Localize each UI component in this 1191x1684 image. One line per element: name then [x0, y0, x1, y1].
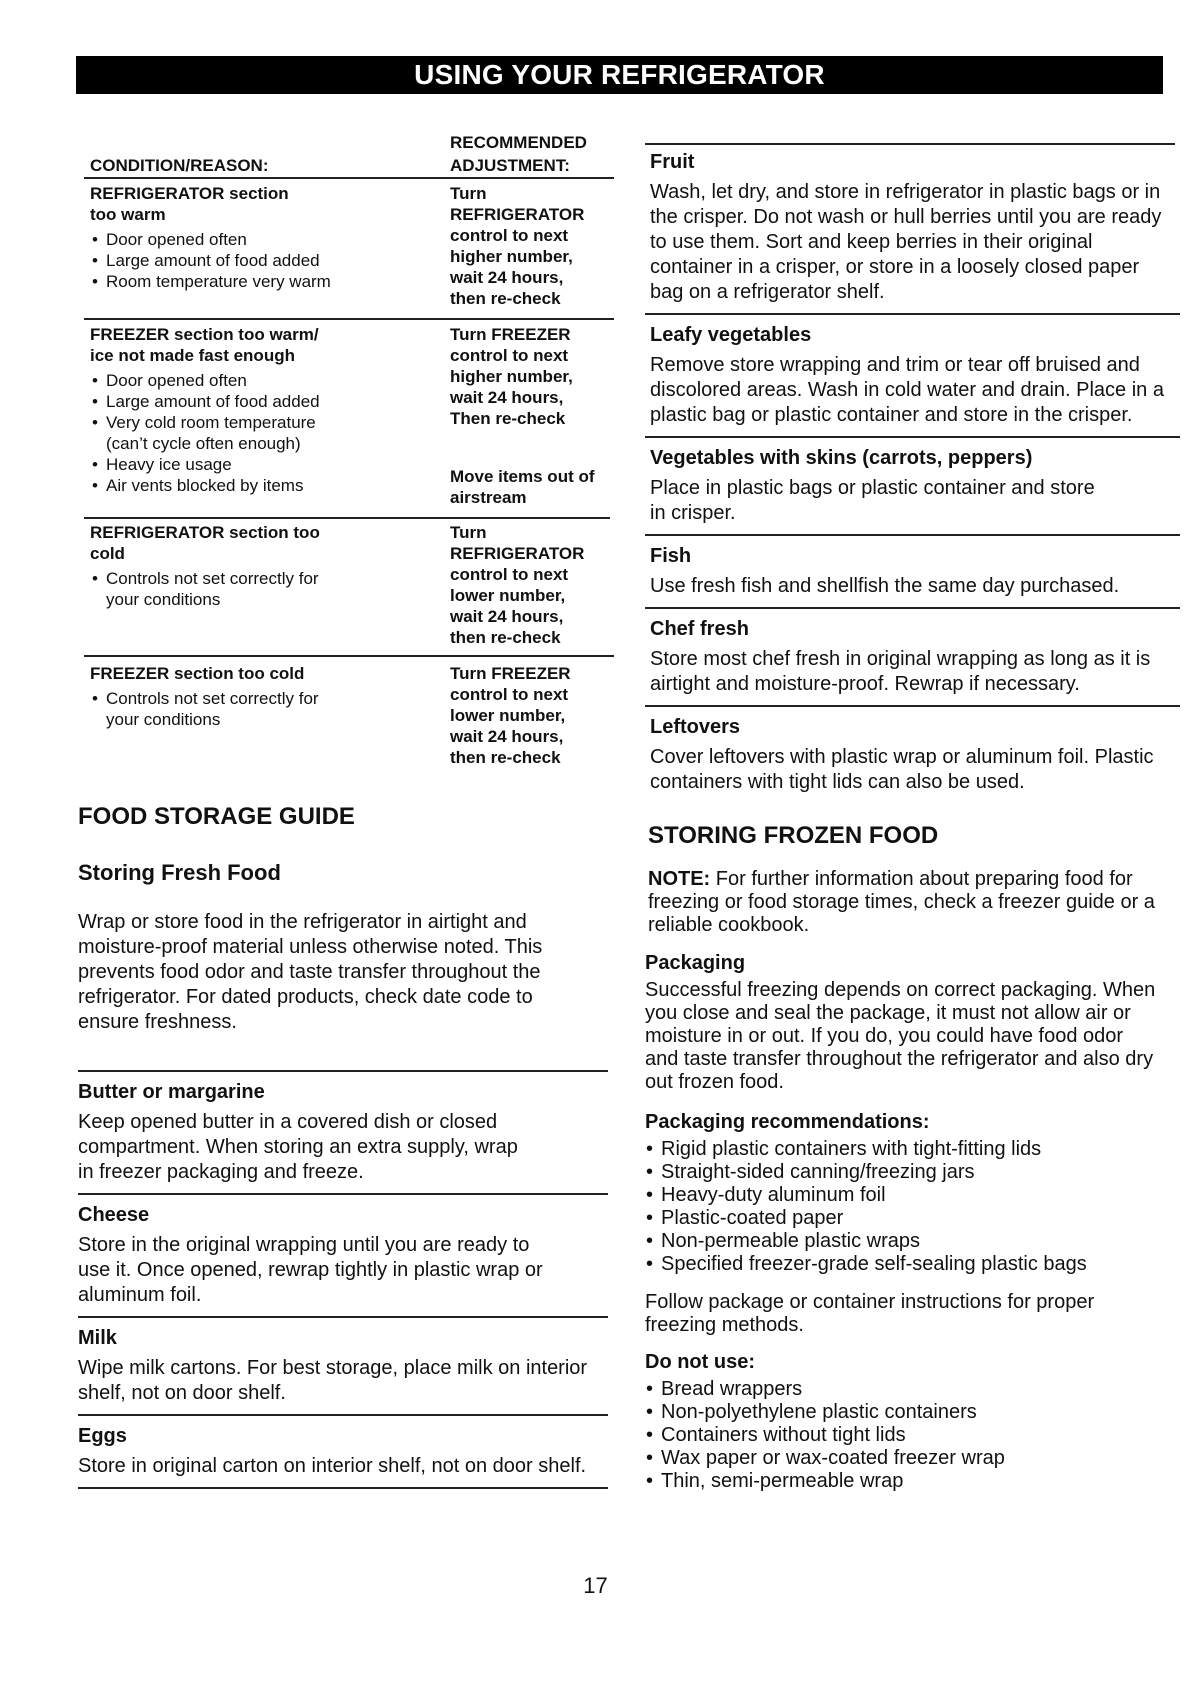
divider: [78, 1316, 608, 1318]
adjustment-line: Turn FREEZER: [450, 664, 571, 683]
food-section-line: Keep opened butter in a covered dish or closed: [78, 1111, 498, 1133]
page-number: 17: [583, 1573, 608, 1598]
food-section-line: in freezer packaging and freeze.: [78, 1161, 364, 1183]
condition-header: CONDITION/REASON:: [90, 156, 269, 175]
food-section-line: airtight and moisture-proof. Rewrap if necessary.: [650, 673, 1080, 695]
adjustment-line: REFRIGERATOR: [450, 205, 585, 224]
reason-item: • Large amount of food added: [90, 391, 410, 412]
food-section-line: Wash, let dry, and store in refrigerator in plastic bags or in: [650, 181, 1161, 203]
do-not-use-item: • Containers without tight lids: [645, 1424, 1185, 1447]
follow-instructions: [645, 1291, 1185, 1337]
food-section-line: container in a crisper, or store in a loosely closed paper: [650, 256, 1140, 278]
food-section-body: [78, 1233, 608, 1308]
note-line: reliable cookbook.: [648, 914, 810, 936]
adjustment-line: wait 24 hours,: [450, 727, 564, 746]
adjustment-line: then re-check: [450, 628, 561, 647]
adjustment-line: wait 24 hours,: [450, 388, 564, 407]
adjustment-cell-airstream: [450, 466, 620, 508]
adjustment-line: control to next: [450, 226, 569, 245]
food-section-title: Butter or margarine: [78, 1081, 265, 1103]
food-section-title: Vegetables with skins (carrots, peppers): [650, 447, 1033, 469]
food-section-line: Cover leftovers with plastic wrap or aluminum foil. Plastic: [650, 746, 1154, 768]
divider: [78, 1193, 608, 1195]
adjustment-line: then re-check: [450, 289, 561, 308]
food-section: [78, 1414, 608, 1479]
food-section-body: [650, 476, 1190, 526]
recommendation-item: • Non-permeable plastic wraps: [645, 1230, 1185, 1253]
adjustment-cell: [450, 522, 620, 648]
adjustment-line: control to next: [450, 346, 569, 365]
reason-item: your conditions: [106, 710, 221, 729]
adjustment-header-line1: RECOMMENDED: [450, 133, 587, 152]
food-section-body: [650, 647, 1190, 697]
food-section-line: Store in the original wrapping until you are ready to: [78, 1234, 530, 1256]
food-section-body: [650, 180, 1190, 305]
food-section: [650, 436, 1190, 526]
food-section: [78, 1316, 608, 1406]
note-label: NOTE:: [648, 868, 711, 890]
condition-reasons: [90, 370, 410, 496]
adjustment-cell: [450, 183, 620, 309]
adjustment-cell: [450, 663, 620, 768]
note-line: freezing or food storage times, check a freezer guide or a: [648, 891, 1155, 913]
food-section-body: [78, 1356, 608, 1406]
frozen-food-heading: STORING FROZEN FOOD: [648, 822, 939, 849]
condition-title: cold: [90, 544, 125, 563]
divider: [84, 177, 614, 179]
adjustment-line: lower number,: [450, 706, 566, 725]
condition-title: FREEZER section too warm/: [90, 325, 319, 344]
adjustment-line: control to next: [450, 565, 569, 584]
reason-item: • Very cold room temperature: [90, 412, 410, 433]
food-section-body: [650, 353, 1190, 428]
storing-fresh-food-subheading: Storing Fresh Food: [78, 860, 281, 885]
divider: [78, 1070, 608, 1072]
divider: [84, 517, 610, 519]
adjustment-line: REFRIGERATOR: [450, 544, 585, 563]
food-storage-heading: FOOD STORAGE GUIDE: [78, 803, 355, 830]
reason-item: • Air vents blocked by items: [90, 475, 410, 496]
food-section-title: Eggs: [78, 1425, 127, 1447]
food-section-line: Wipe milk cartons. For best storage, place milk on interior: [78, 1357, 588, 1379]
food-section-title: Milk: [78, 1327, 117, 1349]
recommendations-list: [645, 1138, 1185, 1276]
food-section-title: Fish: [650, 545, 692, 567]
do-not-use-list: [645, 1378, 1185, 1493]
food-section-line: to use them. Sort and keep berries in their original: [650, 231, 1093, 253]
recommendation-item: • Specified freezer-grade self-sealing plastic bags: [645, 1253, 1185, 1276]
reason-item: • Door opened often: [90, 370, 410, 391]
adjustment-line: control to next: [450, 685, 569, 704]
food-section: [650, 607, 1190, 697]
troubleshooting-table: [84, 0, 614, 780]
food-section-title: Leftovers: [650, 716, 741, 738]
food-section: [650, 150, 1190, 305]
recommendation-item: • Straight-sided canning/freezing jars: [645, 1161, 1185, 1184]
divider: [84, 655, 614, 657]
food-section-line: use it. Once opened, rewrap tightly in plastic wrap or: [78, 1259, 543, 1281]
adjustment-line: higher number,: [450, 247, 573, 266]
food-section-body: [650, 745, 1190, 795]
food-section-title: Cheese: [78, 1204, 150, 1226]
reason-item: • Large amount of food added: [90, 250, 410, 271]
food-section-body: [78, 1454, 608, 1479]
intro-line: prevents food odor and taste transfer throughout the: [78, 961, 541, 983]
condition-title: FREEZER section too cold: [90, 664, 305, 683]
food-section-line: containers with tight lids can also be used.: [650, 771, 1025, 793]
condition-cell: [90, 522, 410, 610]
left-food-sections: [78, 1070, 608, 1489]
packaging-body: [645, 979, 1190, 1094]
adjustment-line: Then re-check: [450, 409, 566, 428]
food-section: [650, 705, 1190, 795]
food-section-line: the crisper. Do not wash or hull berries until you are ready: [650, 206, 1162, 228]
adjustment-header-line2: ADJUSTMENT:: [450, 156, 570, 175]
intro-line: Wrap or store food in the refrigerator in airtight and: [78, 911, 527, 933]
intro-line: refrigerator. For dated products, check date code to: [78, 986, 533, 1008]
recommendation-item: • Plastic-coated paper: [645, 1207, 1185, 1230]
food-section-line: Place in plastic bags or plastic container and store: [650, 477, 1095, 499]
intro-line: moisture-proof material unless otherwise noted. This: [78, 936, 543, 958]
packaging-line: you close and seal the package, it must not allow air or: [645, 1002, 1131, 1024]
do-not-use-item: • Non-polyethylene plastic containers: [645, 1401, 1185, 1424]
divider: [78, 1487, 608, 1489]
adjustment-line: then re-check: [450, 748, 561, 767]
food-section-line: bag on a refrigerator shelf.: [650, 281, 885, 303]
food-section-title: Fruit: [650, 151, 695, 173]
condition-cell: [90, 183, 410, 292]
reason-item: (can’t cycle often enough): [106, 434, 301, 453]
food-section-line: aluminum foil.: [78, 1284, 202, 1306]
adjustment-line: airstream: [450, 488, 527, 507]
condition-title: REFRIGERATOR section: [90, 184, 289, 203]
reason-item: • Door opened often: [90, 229, 410, 250]
food-section-title: Chef fresh: [650, 618, 749, 640]
frozen-note: [648, 868, 1188, 937]
adjustment-line: lower number,: [450, 586, 566, 605]
condition-reasons: [90, 568, 410, 610]
packaging-line: moisture in or out. If you do, you could have food odor: [645, 1025, 1124, 1047]
do-not-use-item: • Thin, semi-permeable wrap: [645, 1470, 1185, 1493]
divider: [645, 534, 1180, 536]
adjustment-cell: [450, 324, 620, 429]
condition-reasons: [90, 688, 410, 730]
divider: [84, 318, 614, 320]
packaging-line: Successful freezing depends on correct packaging. When: [645, 979, 1156, 1001]
food-section: [78, 1070, 608, 1185]
note-text: For further information about preparing food for: [710, 868, 1133, 890]
condition-cell: [90, 324, 410, 496]
food-section-line: Use fresh fish and shellfish the same day purchased.: [650, 575, 1120, 597]
reason-item: • Room temperature very warm: [90, 271, 410, 292]
food-section: [78, 1193, 608, 1308]
recommendation-item: • Rigid plastic containers with tight-fitting lids: [645, 1138, 1185, 1161]
food-section-title: Leafy vegetables: [650, 324, 812, 346]
adjustment-line: higher number,: [450, 367, 573, 386]
adjustment-line: wait 24 hours,: [450, 607, 564, 626]
food-section-line: compartment. When storing an extra supply, wrap: [78, 1136, 518, 1158]
reason-item: • Controls not set correctly for: [90, 688, 410, 709]
food-section: [650, 313, 1190, 428]
adjustment-line: Turn: [450, 523, 487, 542]
divider: [645, 436, 1180, 438]
divider: [645, 313, 1180, 315]
food-section-line: plastic bag or plastic container and store in the crisper.: [650, 404, 1133, 426]
right-food-sections: [650, 150, 1190, 803]
divider: [645, 607, 1180, 609]
do-not-use-item: • Wax paper or wax-coated freezer wrap: [645, 1447, 1185, 1470]
adjustment-line: Turn: [450, 184, 487, 203]
intro-line: ensure freshness.: [78, 1011, 237, 1033]
food-section-line: discolored areas. Wash in cold water and drain. Place in a: [650, 379, 1164, 401]
note-line: [648, 868, 1188, 891]
condition-reasons: [90, 229, 410, 292]
follow-line: freezing methods.: [645, 1314, 804, 1336]
reason-item: • Heavy ice usage: [90, 454, 410, 475]
recommendations-title: Packaging recommendations:: [645, 1111, 930, 1133]
divider: [645, 143, 1175, 145]
packaging-line: out frozen food.: [645, 1071, 784, 1093]
do-not-use-title: Do not use:: [645, 1351, 755, 1373]
packaging-line: and taste transfer throughout the refrigerator and also dry: [645, 1048, 1154, 1070]
adjustment-line: Move items out of: [450, 467, 595, 486]
food-section-line: Store most chef fresh in original wrapping as long as it is: [650, 648, 1151, 670]
food-section-line: in crisper.: [650, 502, 736, 524]
food-section-body: [78, 1110, 608, 1185]
adjustment-line: Turn FREEZER: [450, 325, 571, 344]
divider: [645, 705, 1180, 707]
divider: [78, 1414, 608, 1416]
condition-title: REFRIGERATOR section too: [90, 523, 320, 542]
food-section: [650, 534, 1190, 599]
food-section-line: shelf, not on door shelf.: [78, 1382, 286, 1404]
food-section-body: [650, 574, 1190, 599]
do-not-use-item: • Bread wrappers: [645, 1378, 1185, 1401]
reason-item: your conditions: [106, 590, 221, 609]
condition-cell: [90, 663, 410, 730]
condition-title: ice not made fast enough: [90, 346, 295, 365]
recommendation-item: • Heavy-duty aluminum foil: [645, 1184, 1185, 1207]
food-section-line: Remove store wrapping and trim or tear off bruised and: [650, 354, 1140, 376]
packaging-title: Packaging: [645, 952, 746, 974]
adjustment-line: wait 24 hours,: [450, 268, 564, 287]
food-section-line: Store in original carton on interior shelf, not on door shelf.: [78, 1455, 587, 1477]
fresh-food-intro: [78, 910, 638, 1035]
page-banner: USING YOUR REFRIGERATOR: [76, 56, 1163, 94]
reason-item: • Controls not set correctly for: [90, 568, 410, 589]
condition-title: too warm: [90, 205, 166, 224]
follow-line: Follow package or container instructions for proper: [645, 1291, 1095, 1313]
